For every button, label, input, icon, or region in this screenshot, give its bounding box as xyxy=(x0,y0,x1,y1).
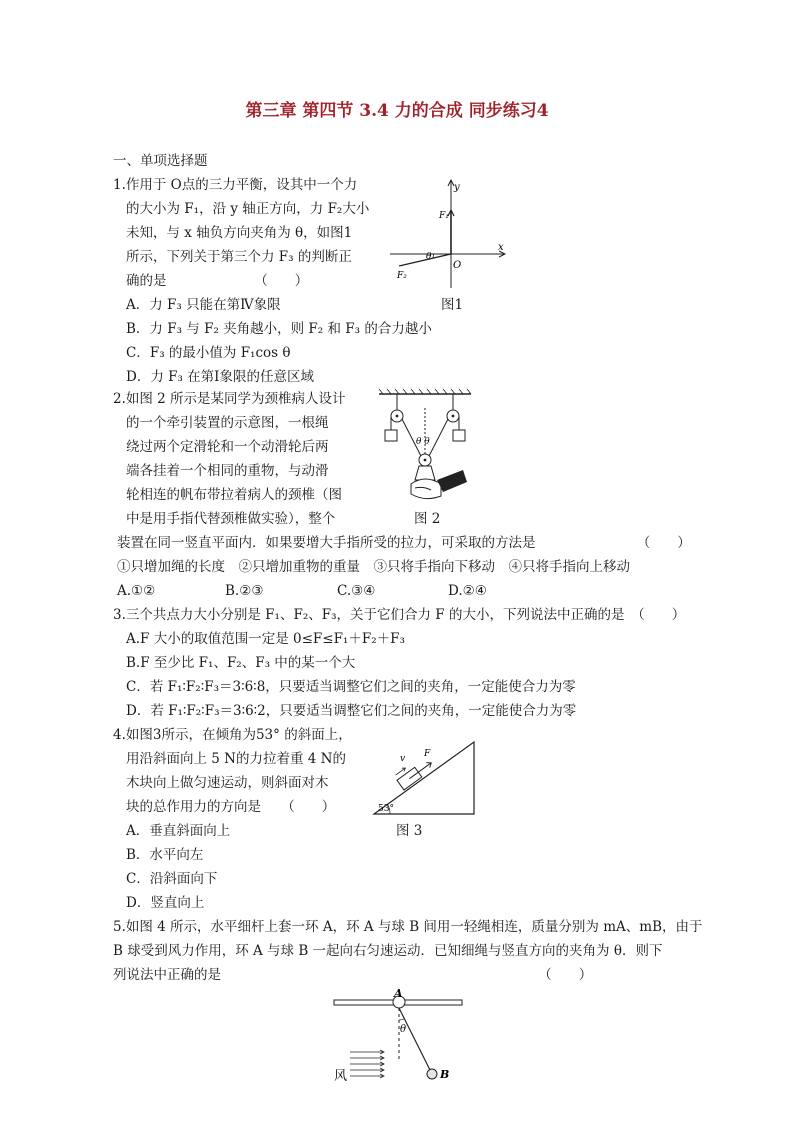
q1-option-a: A．力 F₃ 只能在第Ⅳ象限 xyxy=(126,297,281,313)
figure-1-caption: 图1 xyxy=(441,297,464,313)
fig1-label-f1: F₁ xyxy=(439,211,449,221)
q1-option-c: C．F₃ 的最小值为 F₁cos θ xyxy=(126,345,291,361)
q4-option-d: D．竖直向上 xyxy=(126,895,205,911)
q2-option-b: B.②③ xyxy=(225,583,264,599)
fig3-label-angle: 53° xyxy=(378,804,394,814)
q1-line: 确的是 （ ） xyxy=(126,273,309,289)
fig1-label-theta: θ xyxy=(426,252,432,262)
q1-line: 未知，与 x 轴负方向夹角为 θ，如图1 xyxy=(126,225,353,241)
fig1-label-x: x xyxy=(498,242,504,253)
q3-option-d: D．若 F₁∶F₂∶F₃＝3∶6∶2，只要适当调整它们之间的夹角，一定能使合力为零 xyxy=(126,703,577,719)
q4-line: 块的总作用力的方向是 （ ） xyxy=(126,799,336,815)
q2-methods: ①只增加绳的长度 ②只增加重物的重量 ③只将手指向下移动 ④只将手指向上移动 xyxy=(117,559,630,575)
q2-line: 轮相连的帆布带拉着病人的颈椎（图 xyxy=(126,487,342,503)
fig1-label-y: y xyxy=(454,182,460,193)
figure-1-axes xyxy=(385,178,515,298)
fig4-label-theta: θ xyxy=(400,1024,407,1035)
fig2-label-theta: θ θ xyxy=(416,437,430,447)
q1-line: 的大小为 F₁，沿 y 轴正方向，力 F₂大小 xyxy=(126,201,370,217)
q2-line: 的一个牵引装置的示意图，一根绳 xyxy=(126,415,329,431)
fig4-label-b: B xyxy=(440,1068,450,1081)
page-title: 第三章 第四节 3.4 力的合成 同步练习4 xyxy=(245,101,549,121)
q3-option-c: C．若 F₁∶F₂∶F₃＝3∶6∶8，只要适当调整它们之间的夹角，一定能使合力为零 xyxy=(126,679,576,695)
q2-line: 2.如图 2 所示是某同学为颈椎病人设计 xyxy=(113,391,346,407)
q2-option-c: C.③④ xyxy=(337,583,376,599)
q1-line: 所示，下列关于第三个力 F₃ 的判断正 xyxy=(126,249,352,265)
section-heading: 一、单项选择题 xyxy=(113,153,208,169)
q4-option-a: A．垂直斜面向上 xyxy=(126,823,231,839)
figure-2-caption: 图 2 xyxy=(414,511,441,527)
q1-option-d: D．力 F₃ 在第Ⅰ象限的任意区域 xyxy=(126,369,315,385)
fig4-label-wind: 风 xyxy=(334,1069,348,1084)
q4-line: 4.如图3所示，在倾角为53° 的斜面上， xyxy=(113,727,352,743)
figure-3-caption: 图 3 xyxy=(396,823,423,839)
q2-line: 中是用手指代替颈椎做实验），整个 xyxy=(126,511,336,527)
q4-line: 木块向上做匀速运动，则斜面对木 xyxy=(126,775,329,791)
q5-line: 列说法中正确的是 （ ） xyxy=(113,967,593,983)
q2-option-d: D.②④ xyxy=(448,583,487,599)
fig3-label-f: F xyxy=(424,749,431,759)
fig1-label-o: O xyxy=(453,260,462,271)
q1-line: 1.作用于 O点的三力平衡，设其中一个力 xyxy=(113,177,358,193)
q2-line: 装置在同一竖直平面内．如果要增大手指所受的拉力，可采取的方法是 （ ） xyxy=(117,535,691,551)
q3-stem: 3.三个共点力大小分别是 F₁、F₂、F₃，关于它们合力 F 的大小，下列说法中正确的是 （ ） xyxy=(113,607,686,623)
fig4-label-a: A xyxy=(394,987,403,1000)
fig1-label-f2: F₂ xyxy=(397,271,407,281)
q5-line: B 球受到风力作用，环 A 与球 B 一起向右匀速运动．已知细绳与竖直方向的夹角为 θ．则下 xyxy=(113,943,663,959)
fig3-label-v: v xyxy=(400,754,406,764)
q4-option-c: C．沿斜面向下 xyxy=(126,871,218,887)
q5-line: 5.如图 4 所示，水平细杆上套一环 A，环 A 与球 B 间用一轻绳相连，质量分别为 mA、mB，由于 xyxy=(113,919,703,935)
figure-4-ring-ball xyxy=(330,986,470,1086)
q3-option-b: B.F 至少比 F₁、F₂、F₃ 中的某一个大 xyxy=(126,655,356,671)
q1-option-b: B．力 F₃ 与 F₂ 夹角越小，则 F₂ 和 F₃ 的合力越小 xyxy=(126,321,432,337)
q3-option-a: A.F 大小的取值范围一定是 0≤F≤F₁＋F₂＋F₃ xyxy=(126,631,405,647)
q4-line: 用沿斜面向上 5 N的力拉着重 4 N的 xyxy=(126,751,346,767)
figure-3-incline xyxy=(370,738,480,818)
q2-line: 端各挂着一个相同的重物，与动滑 xyxy=(126,463,329,479)
figure-2-traction-device xyxy=(375,388,475,506)
q2-line: 绕过两个定滑轮和一个动滑轮后两 xyxy=(126,439,329,455)
q2-option-a: A.①② xyxy=(117,583,156,599)
q4-option-b: B．水平向左 xyxy=(126,847,204,863)
